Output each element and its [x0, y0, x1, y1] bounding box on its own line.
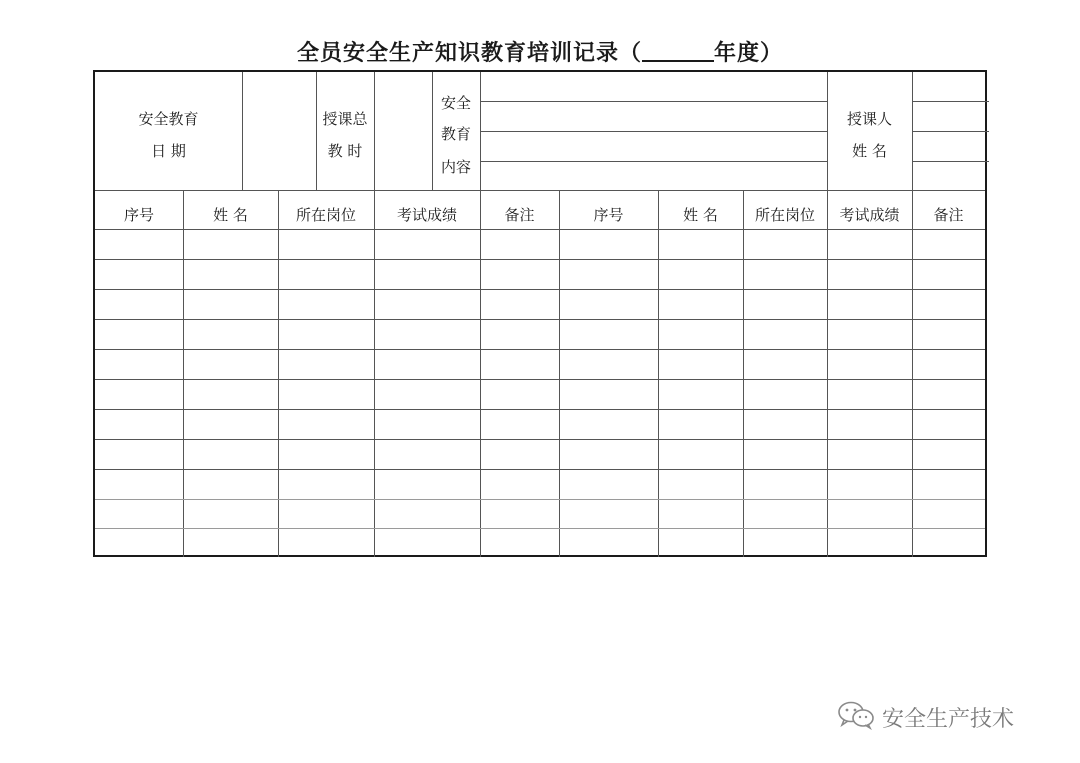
content-label-1: 安全	[440, 94, 471, 112]
col-header-remarks: 备注	[504, 206, 535, 224]
grid-col	[743, 190, 744, 557]
divider	[316, 72, 317, 190]
hours-label-2: 教 时	[327, 142, 363, 160]
wechat-icon	[836, 700, 876, 730]
divider	[374, 72, 375, 190]
grid-col	[827, 190, 828, 557]
form-title	[0, 36, 1080, 67]
edu-date-label-2: 日 期	[151, 142, 186, 160]
teacher-line	[912, 131, 989, 132]
table-row-line	[95, 499, 985, 500]
col-header-position: 所在岗位	[754, 206, 815, 224]
grid-col	[374, 190, 375, 557]
table-row-line	[95, 259, 985, 260]
table-row-line	[95, 229, 985, 230]
hours-label-1: 授课总	[322, 110, 368, 128]
teacher-label-1: 授课人	[846, 110, 892, 128]
year-blank	[642, 40, 714, 62]
teacher-line	[912, 161, 989, 162]
content-label-2: 教育	[440, 125, 471, 143]
edu-date-label-1: 安全教育	[138, 110, 199, 128]
table-row-line	[95, 469, 985, 470]
table-row-line	[95, 528, 985, 529]
content-line	[480, 161, 827, 162]
grid-col	[183, 190, 184, 557]
col-header-seq: 序号	[593, 206, 624, 224]
table-row-line	[95, 289, 985, 290]
table-row-line	[95, 319, 985, 320]
grid-col	[278, 190, 279, 557]
grid-col	[658, 190, 659, 557]
grid-col	[480, 190, 481, 557]
content-line	[480, 131, 827, 132]
table-row-line	[95, 409, 985, 410]
form-title-tail: 年度）	[714, 41, 784, 66]
grid-col	[912, 190, 913, 557]
grid-col	[559, 190, 560, 557]
form-title-main: 全员安全生产知识教育培训记录（	[296, 41, 642, 66]
header-divider	[95, 190, 985, 191]
teacher-label-2: 姓 名	[852, 142, 887, 160]
col-header-score: 考试成绩	[839, 206, 900, 224]
training-record-table	[93, 70, 987, 557]
divider	[242, 72, 243, 190]
teacher-line	[912, 101, 989, 102]
col-header-name: 姓 名	[683, 206, 718, 224]
table-row-line	[95, 439, 985, 440]
divider	[827, 72, 828, 190]
col-header-remarks: 备注	[933, 206, 964, 224]
table-row-line	[95, 379, 985, 380]
content-line	[480, 101, 827, 102]
col-header-name: 姓 名	[213, 206, 248, 224]
content-label-3: 内容	[440, 158, 471, 176]
watermark-text: 安全生产技术	[882, 707, 1015, 732]
col-header-position: 所在岗位	[295, 206, 356, 224]
col-header-score: 考试成绩	[396, 206, 457, 224]
col-header-seq: 序号	[123, 206, 154, 224]
table-row-line	[95, 349, 985, 350]
